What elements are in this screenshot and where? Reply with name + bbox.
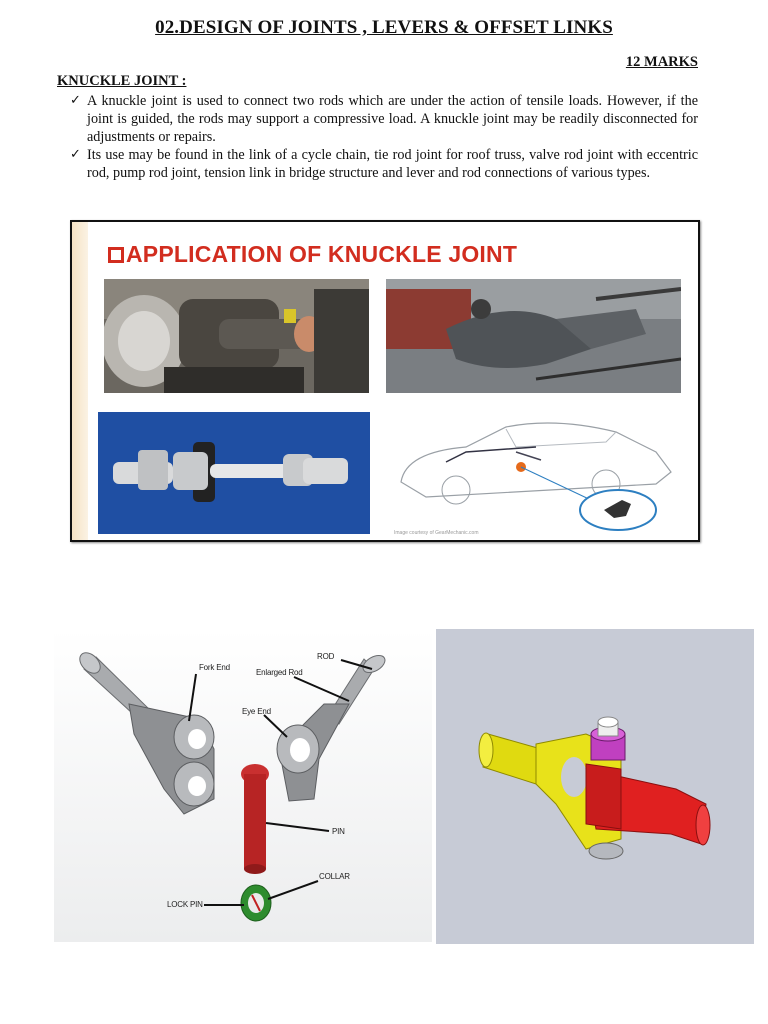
bullet-list — [70, 92, 698, 182]
check-mark-icon: ✓ — [70, 93, 81, 108]
label-pin: PIN — [332, 827, 345, 836]
universal-joint-shaft-photo — [98, 412, 370, 534]
label-lock-pin: LOCK PIN — [167, 900, 203, 909]
collar-part — [241, 885, 271, 921]
label-fork-end: Fork End — [199, 663, 230, 672]
application-slide — [70, 220, 700, 542]
image-credit: Image courtesy of GearMechanic.com — [394, 530, 479, 536]
checkbox-square-icon — [108, 247, 124, 263]
pin-part — [241, 764, 269, 874]
marks-label: 12 MARKS — [625, 54, 698, 70]
label-collar: COLLAR — [319, 872, 350, 881]
slide-stripe — [72, 222, 88, 540]
label-eye-end: Eye End — [242, 707, 271, 716]
bullet-point — [70, 92, 698, 146]
section-heading: KNUCKLE JOINT : — [57, 73, 187, 89]
fork-end-part — [76, 649, 214, 814]
bullet-text: Its use may be found in the link of a cycle chain, tie rod joint for roof truss, valve rod joint with eccentric rod, pump rod joint, tension link in bridge structure and lever and rod connections of various types. — [87, 147, 698, 181]
label-rod: ROD — [317, 652, 335, 661]
check-mark-icon: ✓ — [70, 147, 81, 162]
assembled-view-figure — [436, 629, 754, 944]
exploded-view-figure — [54, 629, 432, 942]
tow-hitch-photo — [386, 279, 681, 393]
bullet-text: A knuckle joint is used to connect two rods which are under the action of tensile loads. However, if the joint is guided, the rods may support a compressive load. A knuckle joint may be readily disconnected for adjustments or repairs. — [87, 93, 698, 145]
label-enlarged-rod: Enlarged Rod — [256, 668, 303, 677]
car-steering-diagram — [386, 412, 681, 534]
bullet-point — [70, 146, 698, 182]
slide-title: APPLICATION OF KNUCKLE JOINT — [108, 241, 517, 268]
steering-knuckle-photo — [104, 279, 369, 393]
page-title: 02.DESIGN OF JOINTS , LEVERS & OFFSET LINKS — [155, 17, 613, 38]
